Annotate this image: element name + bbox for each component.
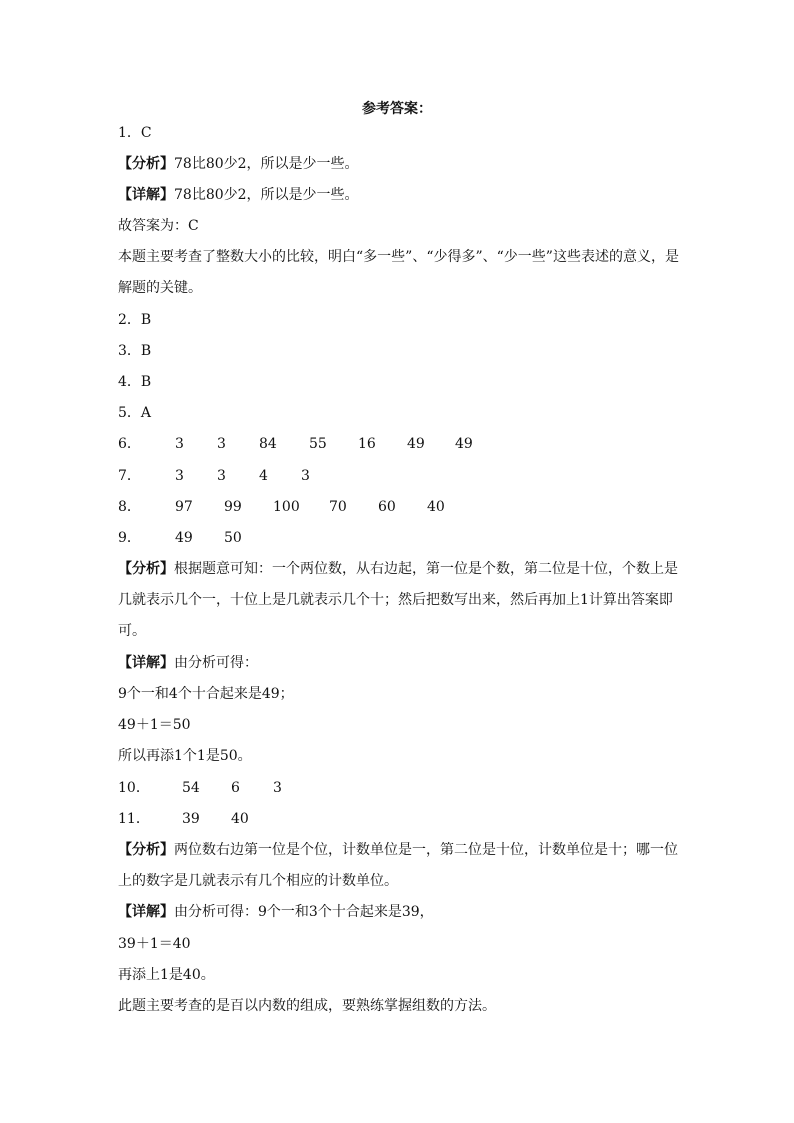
q11-number: 11．	[118, 811, 150, 827]
q6-value: 49	[407, 436, 425, 452]
q6-number: 6．	[118, 436, 141, 452]
q1-detail	[118, 185, 359, 205]
q10-value: 54	[182, 780, 200, 796]
q8-number: 8．	[118, 499, 141, 515]
q6-value: 84	[259, 436, 277, 452]
q7-number: 7．	[118, 468, 141, 484]
q9-value: 50	[224, 530, 242, 546]
q7-answers	[118, 466, 678, 486]
detail-text: 78比80少2，所以是少一些。	[174, 187, 359, 203]
q10-number: 10．	[118, 780, 150, 796]
analysis-tag: 【分析】	[118, 561, 174, 577]
q7-value: 3	[217, 468, 226, 484]
q6-value: 3	[217, 436, 226, 452]
analysis-text: 78比80少2，所以是少一些。	[174, 156, 359, 172]
q9-step3: 所以再添1个1是50。	[118, 748, 252, 764]
analysis-tag: 【分析】	[118, 156, 174, 172]
q6-value: 55	[309, 436, 327, 452]
q8-value: 97	[175, 499, 193, 515]
q11-comment: 此题主要考查的是百以内数的组成，要熟练掌握组数的方法。	[118, 998, 496, 1014]
page-title: 参考答案：	[362, 101, 432, 117]
q6-answers	[118, 434, 678, 454]
q11-step2: 再添上1是40。	[118, 967, 215, 983]
detail-tag: 【详解】	[118, 904, 174, 920]
q8-value: 99	[224, 499, 242, 515]
analysis-text: 根据题意可知：一个两位数，从右边起，第一位是个数，第二位是十位，个数上是	[174, 561, 678, 577]
q10-value: 3	[273, 780, 282, 796]
q9-answers	[118, 528, 678, 548]
q11-detail	[118, 902, 434, 922]
q9-analysis-line1	[118, 559, 678, 579]
q11-step1: 39＋1＝40	[118, 936, 191, 952]
q11-value: 39	[182, 811, 200, 827]
q7-value: 4	[259, 468, 268, 484]
detail-tag: 【详解】	[118, 655, 174, 671]
q1-conclusion: 故答案为：C	[118, 218, 199, 234]
q6-value: 49	[455, 436, 473, 452]
detail-tag: 【详解】	[118, 187, 174, 203]
detail-text: 由分析可得：	[174, 655, 258, 671]
q6-value: 3	[175, 436, 184, 452]
analysis-tag: 【分析】	[118, 842, 174, 858]
q10-answers	[118, 778, 678, 798]
q8-value: 40	[427, 499, 445, 515]
q7-value: 3	[175, 468, 184, 484]
q1-comment-line2: 解题的关键。	[118, 280, 202, 296]
q11-analysis-line1	[118, 840, 678, 860]
q5-answer: 5．A	[118, 405, 152, 421]
q2-answer: 2．B	[118, 312, 152, 328]
q9-value: 49	[175, 530, 193, 546]
q9-analysis-line2: 几就表示几个一，十位上是几就表示几个十；然后把数写出来，然后再加上1计算出答案即	[118, 592, 673, 608]
q9-step1: 9个一和4个十合起来是49；	[118, 686, 294, 702]
q6-value: 16	[358, 436, 376, 452]
q8-value: 70	[329, 499, 347, 515]
q9-detail	[118, 653, 258, 673]
q11-answers	[118, 809, 678, 829]
q9-analysis-line3: 可。	[118, 623, 146, 639]
q1-comment-line1: 本题主要考查了整数大小的比较，明白“多一些”、“少得多”、“少一些”这些表述的意义，是	[118, 249, 679, 265]
detail-text: 由分析可得：9个一和3个十合起来是39，	[174, 904, 434, 920]
q8-value: 100	[273, 499, 300, 515]
q8-value: 60	[378, 499, 396, 515]
q1-answer: 1．C	[118, 125, 152, 141]
q9-step2: 49＋1＝50	[118, 717, 191, 733]
q4-answer: 4．B	[118, 374, 152, 390]
q11-analysis-line2: 上的数字是几就表示有几个相应的计数单位。	[118, 873, 398, 889]
q9-number: 9．	[118, 530, 141, 546]
q11-value: 40	[231, 811, 249, 827]
q7-value: 3	[301, 468, 310, 484]
q10-value: 6	[231, 780, 240, 796]
analysis-text: 两位数右边第一位是个位，计数单位是一，第二位是十位，计数单位是十；哪一位	[174, 842, 678, 858]
q1-analysis	[118, 154, 359, 174]
q8-answers	[118, 497, 678, 517]
q3-answer: 3．B	[118, 343, 152, 359]
